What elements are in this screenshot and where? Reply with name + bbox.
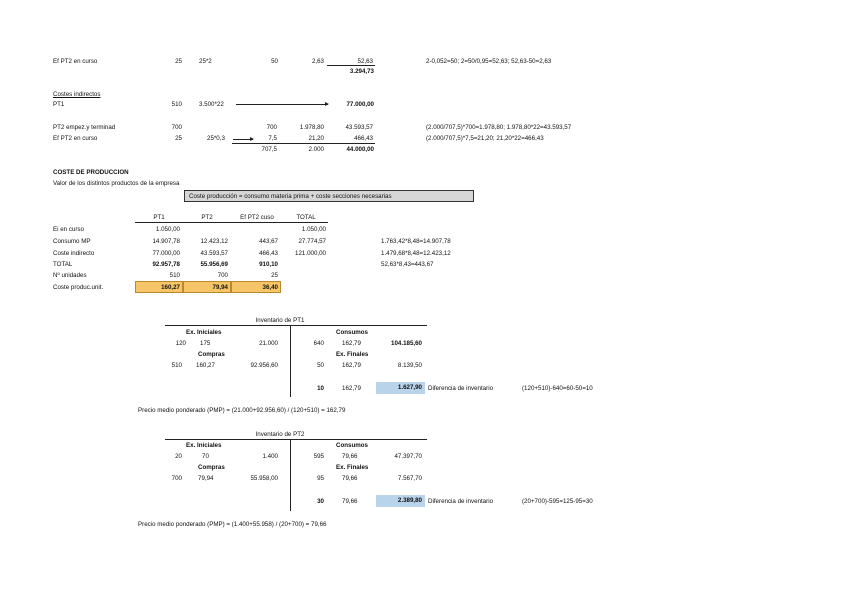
diff-value: 2.389,80	[397, 497, 422, 504]
ef-pt2-ratio: 2,63	[311, 58, 324, 65]
production-subtitle: Valor de los distintos productos de la empresa	[53, 180, 180, 187]
buy-qty: 510	[171, 362, 182, 369]
ex-iniciales-label: Ex. Iniciales	[186, 442, 222, 449]
pt2-row-value: 43.593,57	[345, 124, 373, 131]
buy-price: 79,94	[198, 475, 214, 482]
ini-value: 21.000	[259, 340, 278, 347]
diff-calc: (120+510)-640=60-50=10	[522, 385, 593, 392]
ini-price: 175	[200, 340, 211, 347]
ini-value: 1.400	[262, 453, 278, 460]
ef-pt2b-label: Ef PT2 en curso	[53, 135, 98, 142]
ef-pt2-equiv: 50	[271, 58, 278, 65]
ex-finales-label: Ex. Finales	[336, 351, 369, 358]
pt1-label: PT1	[53, 101, 65, 108]
col-header: PT1	[153, 214, 165, 221]
fin-value: 7.567,70	[397, 475, 422, 482]
row-label: Ei en curso	[53, 226, 84, 233]
ex-iniciales-label: Ex. Iniciales	[186, 329, 222, 336]
pmp-line: Precio medio ponderado (PMP) = (1.400+55.958) / (20+700) = 79,66	[138, 521, 327, 528]
row-label: Coste indirecto	[53, 250, 95, 257]
fin-value: 8.139,50	[397, 362, 422, 369]
cell: 121.000,00	[295, 250, 326, 257]
ef-pt2b-ratio: 21,20	[308, 135, 324, 142]
unit-cost-cell	[231, 281, 281, 293]
ef-pt2-label: Ef PT2 en curso	[53, 58, 98, 65]
t-account-divider	[290, 325, 291, 397]
diff-calc: (20+700)-595=125-95=30	[522, 498, 593, 505]
pt1-units: 510	[171, 101, 182, 108]
col-header: PT2	[201, 214, 213, 221]
cell: 510	[169, 272, 180, 279]
cell: 443,67	[259, 238, 278, 245]
cell: 466,43	[259, 250, 278, 257]
ef-pt2-value: 52,63	[357, 58, 373, 65]
inventory-title: Inventario de PT1	[255, 317, 305, 324]
row-note: 1.479,68*8,48=12.423,12	[381, 250, 451, 257]
unit-cost-cell	[183, 281, 231, 293]
ef-pt2b-value: 466,43	[354, 135, 373, 142]
ef-pt2-units: 25	[175, 58, 182, 65]
arrow-icon	[236, 104, 328, 105]
inventory-title: Inventario de PT2	[255, 431, 305, 438]
diff-label: Diferencia de inventario	[428, 385, 494, 392]
cell: 55.956,69	[200, 261, 228, 268]
diff-qty: 10	[317, 385, 324, 392]
ef-pt2b-units: 25	[175, 135, 182, 142]
compras-label: Compras	[198, 464, 225, 471]
row-note: 52,63*8,43=443,67	[381, 261, 434, 268]
compras-label: Compras	[198, 351, 225, 358]
cons-qty: 595	[313, 453, 324, 460]
diff-value: 1.627,90	[397, 384, 422, 391]
cell: 36,40	[262, 284, 278, 291]
row-label: Nº unidades	[53, 272, 87, 279]
diff-cell	[376, 495, 425, 507]
pt2-row-label: PT2 empez.y terminad	[53, 124, 116, 131]
pmp-line: Precio medio ponderado (PMP) = (21.000+92.956,60) / (120+510) = 162,79	[138, 407, 346, 414]
buy-qty: 700	[171, 475, 182, 482]
subtotal: 3.294,73	[349, 68, 374, 75]
col-header: TOTAL	[296, 214, 316, 221]
header-rule	[135, 222, 328, 223]
cons-price: 79,66	[342, 453, 358, 460]
cell: 92.957,78	[152, 261, 180, 268]
ef-pt2-factor: 25*2	[199, 58, 212, 65]
diff-cell	[376, 382, 425, 394]
buy-value: 55.958,00	[250, 475, 278, 482]
totals-equiv: 707,5	[261, 146, 277, 153]
underline	[327, 65, 375, 66]
buy-price: 160,27	[196, 362, 215, 369]
ef-pt2b-equiv: 7,5	[268, 135, 277, 142]
cell: 79,94	[212, 284, 228, 291]
fin-qty: 50	[317, 362, 324, 369]
fin-qty: 95	[317, 475, 324, 482]
cell: 43.593,57	[200, 250, 228, 257]
ini-price: 70	[202, 453, 209, 460]
t-account-divider	[290, 439, 291, 511]
ex-finales-label: Ex. Finales	[336, 464, 369, 471]
t-account-top	[165, 325, 427, 326]
cell: 1.050,00	[155, 226, 180, 233]
cell: 700	[217, 272, 228, 279]
unit-cost-cell	[135, 281, 183, 293]
ef-pt2b-note: (2.000/707,5)*7,5=21,20; 21,20*22=466,43	[426, 135, 544, 142]
cell: 77.000,00	[152, 250, 180, 257]
fin-price: 79,66	[342, 475, 358, 482]
arrow-icon	[233, 139, 253, 140]
consumos-label: Consumos	[336, 329, 368, 336]
cell: 12.423,12	[200, 238, 228, 245]
cell: 27.774,57	[298, 238, 326, 245]
pt2-row-equiv: 700	[266, 124, 277, 131]
col-header: Ef PT2 cuso	[240, 214, 274, 221]
row-label: Coste produc.unit.	[53, 284, 104, 291]
formula-box	[184, 190, 474, 202]
pt1-total: 77.000,00	[346, 101, 374, 108]
cons-price: 162,79	[342, 340, 361, 347]
diff-qty: 30	[317, 498, 324, 505]
production-heading: COSTE DE PRODUCCION	[53, 169, 129, 176]
row-label: Consumo MP	[53, 238, 91, 245]
indirect-heading: Costes indirectos	[53, 91, 101, 98]
pt2-row-units: 700	[171, 124, 182, 131]
cell: 910,10	[259, 261, 278, 268]
cell: 14.907,78	[152, 238, 180, 245]
cell: 160,27	[161, 284, 180, 291]
row-note: 1.763,42*8,48=14.907,78	[381, 238, 451, 245]
buy-value: 92.956,60	[250, 362, 278, 369]
ini-qty: 120	[175, 340, 186, 347]
diff-label: Diferencia de inventario	[428, 498, 494, 505]
formula-text: Coste producción = consumo materia prima + coste secciones necesarias	[189, 193, 392, 200]
cell: 1.050,00	[301, 226, 326, 233]
pt1-factor: 3.500*22	[199, 101, 224, 108]
pt2-row-note: (2.000/707,5)*700=1.978,80; 1.978,80*22=43.593,57	[426, 124, 572, 131]
consumos-label: Consumos	[336, 442, 368, 449]
cons-value: 104.185,60	[391, 340, 422, 347]
diff-price: 79,66	[342, 498, 358, 505]
pt2-row-ratio: 1.978,80	[299, 124, 324, 131]
totals-rule	[232, 143, 375, 144]
row-label: TOTAL	[53, 261, 73, 268]
t-account-top	[165, 439, 427, 440]
totals-value: 44.000,00	[346, 146, 374, 153]
cons-value: 47.397,70	[394, 453, 422, 460]
totals-ratio: 2.000	[308, 146, 324, 153]
ini-qty: 20	[175, 453, 182, 460]
ef-pt2-note: 2-0,052=50; 2=50/0,95=52,63; 52,63-50=2,63	[426, 58, 552, 65]
fin-price: 162,79	[342, 362, 361, 369]
cons-qty: 640	[313, 340, 324, 347]
cell: 25	[271, 272, 278, 279]
diff-price: 162,79	[342, 385, 361, 392]
ef-pt2b-factor: 25*0,3	[207, 135, 225, 142]
